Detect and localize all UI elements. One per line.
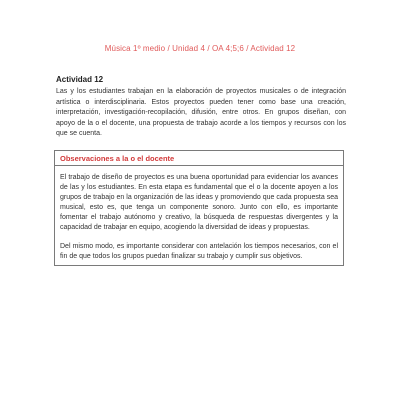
observations-paragraph-2: Del mismo modo, es importante considerar con antelación los tiempos necesarios, con el fin de que todos los grupos puedan finalizar su trabajo y cumplir sus objetivos. [60, 243, 338, 260]
breadcrumb: Música 1º medio / Unidad 4 / OA 4;5;6 / Actividad 12 [104, 44, 296, 53]
observations-title: Observaciones a la o el docente [60, 154, 175, 163]
activity-title: Actividad 12 [56, 75, 104, 84]
observations-box [54, 150, 344, 266]
observations-paragraph-1: El trabajo de diseño de proyectos es una buena oportunidad para evidenciar los avances de las y los estudiantes. En esta etapa es fundamental que el o la docente apoyen a los grupos de trabajo en la organización de las ideas y promoviendo que cada propuesta sea musical, esto es, que tenga un componente sonoro. Junto con ello, es importante fomentar el trabajo autónomo y creativo, la búsqueda de respuestas divergentes y la capacidad de trabajar en equipo, acogiendo la diversidad de ideas y propuestas. [60, 174, 338, 231]
observations-divider [55, 165, 343, 166]
activity-intro-paragraph: Las y los estudiantes trabajan en la elaboración de proyectos musicales o de integración artística o interdisciplinaria. Estos proyectos pueden tener como base una creación, interpretación, investigación-recopilación, difusión, entre otros. En grupos diseñan, con apoyo de la o el docente, una propuesta de trabajo acorde a los tiempos y recursos con los que se cuenta. [56, 88, 346, 137]
